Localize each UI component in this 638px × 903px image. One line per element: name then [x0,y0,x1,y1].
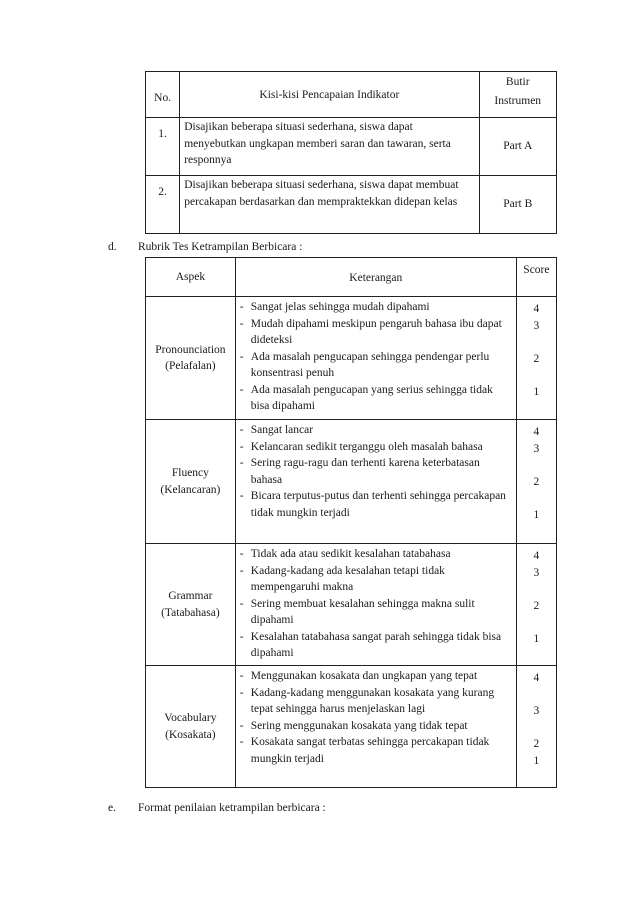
indicator-table [145,71,557,234]
description-cell [235,666,516,788]
list-item: - Sering ragu-ragu dan terhenti karena keterbatasan bahasa [240,455,512,488]
header-instrument [479,72,557,118]
score-cell [516,297,556,420]
score-value: 1 [533,632,540,645]
score-cell [516,544,556,666]
rubric-row-grammar [146,544,557,666]
header-indicator: Kisi-kisi Pencapaian Indikator [180,72,479,118]
list-item: - Tidak ada atau sedikit kesalahan tatabahasa [240,546,512,563]
row-instrument: Part B [479,176,557,234]
score-cell [516,420,556,544]
list-item: - Mudah dipahami meskipun pengaruh bahasa ibu dapat dideteksi [240,316,512,349]
row-indicator: Disajikan beberapa situasi sederhana, siswa dapat membuat percakapan berdasarkan dan mempraktekkan didepan kelas [180,176,479,234]
aspect-cell [146,544,236,666]
list-item: - Ada masalah pengucapan sehingga pendengar perlu konsentrasi penuh [240,349,512,382]
aspect-cell [146,666,236,788]
row-indicator: Disajikan beberapa situasi sederhana, siswa dapat menyebutkan ungkapan memberi saran dan tawaran, serta responnya [180,118,479,176]
score-value: 2 [533,738,540,750]
list-item: - Sangat jelas sehingga mudah dipahami [240,299,512,316]
section-d-heading [108,241,302,253]
list-item: - Sering membuat kesalahan sehingga makna sulit dipahami [240,596,512,629]
row-instrument: Part A [479,118,557,176]
list-item: - Kadang-kadang menggunakan kosakata yang kurang tepat sehingga harus menjelaskan lagi [240,685,512,718]
description-cell [235,544,516,666]
section-e-letter: e. [108,802,116,814]
table-row [146,118,557,176]
score-value: 1 [533,385,540,398]
section-d-letter: d. [108,241,117,253]
list-item: - Kadang-kadang ada kesalahan tetapi tidak mempengaruhi makna [240,563,512,596]
score-value: 4 [533,303,540,315]
header-aspect: Aspek [146,258,236,297]
rubric-row-vocabulary [146,666,557,788]
list-item: - Bicara terputus-putus dan terhenti sehingga percakapan tidak mungkin terjadi [240,488,512,521]
score-value: 2 [533,352,540,365]
score-value: 1 [533,508,540,521]
aspect-name: Vocabulary [164,712,217,724]
score-value: 2 [533,599,540,612]
aspect-name: Pronounciation [155,343,226,356]
header-description: Keterangan [235,258,516,297]
score-value: 3 [533,566,540,579]
list-item: - Kesalahan tatabahasa sangat parah sehingga tidak bisa dipahami [240,629,512,662]
row-no: 1. [146,118,180,176]
header-instrument-line1: Butir [505,76,530,88]
score-value: 4 [533,672,540,684]
score-value: 3 [533,705,540,717]
list-item: - Sangat lancar [240,422,512,439]
rubric-row-fluency [146,420,557,544]
indicator-table-header [146,72,557,118]
score-value: 4 [533,426,540,438]
description-cell [235,297,516,420]
score-value: 4 [533,550,540,562]
list-item: - Kosakata sangat terbatas sehingga percakapan tidak mungkin terjadi [240,734,512,767]
section-e-title: Format penilaian ketrampilan berbicara : [138,802,326,814]
list-item: - Menggunakan kosakata dan ungkapan yang tepat [240,668,512,685]
aspect-subtitle: (Kelancaran) [160,483,221,496]
header-instrument-line2: Instrumen [494,94,542,107]
score-value: 3 [533,442,540,455]
header-no: No. [146,72,180,118]
table-row [146,176,557,234]
aspect-cell [146,420,236,544]
aspect-subtitle: (Tatabahasa) [161,606,220,619]
rubric-table-header [146,258,557,297]
rubric-table [145,257,557,788]
description-cell [235,420,516,544]
list-item: - Ada masalah pengucapan yang serius sehingga tidak bisa dipahami [240,382,512,415]
aspect-subtitle: (Kosakata) [165,728,216,741]
list-item: - Kelancaran sedikit terganggu oleh masalah bahasa [240,439,512,456]
score-value: 2 [533,475,540,488]
aspect-name: Grammar [168,590,213,602]
aspect-name: Fluency [171,467,209,479]
row-no: 2. [146,176,180,234]
aspect-cell [146,297,236,420]
section-e-heading [108,802,326,814]
aspect-subtitle: (Pelafalan) [165,360,216,372]
rubric-row-pronounciation [146,297,557,420]
score-value: 1 [533,754,540,767]
header-score: Score [516,258,556,297]
list-item: - Sering menggunakan kosakata yang tidak tepat [240,718,512,735]
score-cell [516,666,556,788]
score-value: 3 [533,319,540,332]
section-d-title: Rubrik Tes Ketrampilan Berbicara : [138,241,303,253]
